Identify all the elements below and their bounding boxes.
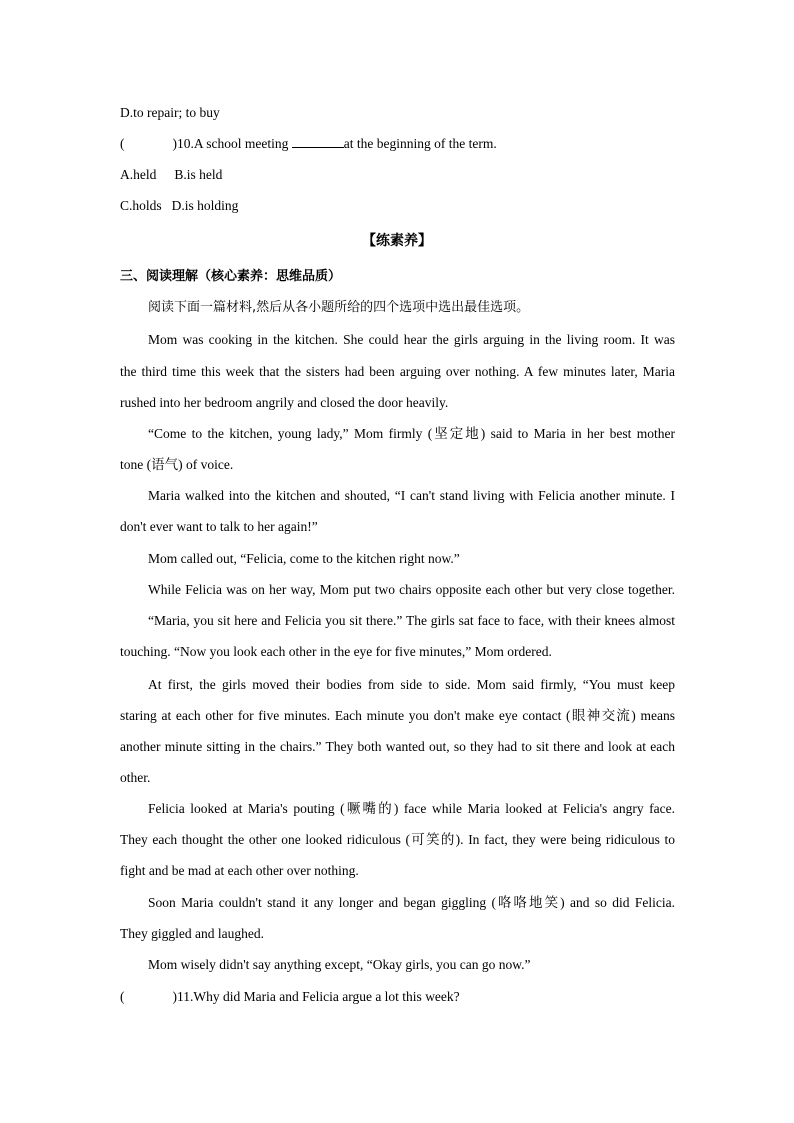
passage-line: Mom wisely didn't say anything except, “Okay girls, you can go now.” xyxy=(148,957,531,972)
q10-answer-paren-close: ) xyxy=(172,136,177,151)
passage-line: Mom called out, “Felicia, come to the kitchen right now.” xyxy=(148,551,460,566)
q11-answer-paren-close: ) xyxy=(172,989,177,1004)
passage-line: don't ever want to talk to her again!” xyxy=(120,519,318,534)
passage-line: While Felicia was on her way, Mom put two chairs opposite each other but very close together. xyxy=(148,582,675,597)
passage-line: touching. “Now you look each other in the eye for five minutes,” Mom ordered. xyxy=(120,644,552,659)
q10-option-a: A.held xyxy=(120,167,157,182)
passage-line: other. xyxy=(120,770,151,785)
passage-line: They each thought the other one looked ridiculous (可笑的). In fact, they were being ridiculous to xyxy=(120,832,675,847)
section-heading: 【练素养】 xyxy=(362,233,432,249)
passage-line: Maria walked into the kitchen and shouted, “I can't stand living with Felicia another minute. I xyxy=(148,488,675,503)
passage-line: They giggled and laughed. xyxy=(120,926,264,941)
q10-stem-text-a: 10.A school meeting xyxy=(177,136,292,151)
q10-stem-text-b: at the beginning of the term. xyxy=(343,136,497,151)
passage-line: staring at each other for five minutes. Each minute you don't make eye contact (眼神交流) means xyxy=(120,708,675,723)
q10-option-d: D.is holding xyxy=(171,198,239,213)
passage-line: “Come to the kitchen, young lady,” Mom firmly (坚定地) said to Maria in her best mother xyxy=(148,426,675,441)
q10-options-cd xyxy=(120,197,675,215)
passage-line: Felicia looked at Maria's pouting (噘嘴的) face while Maria looked at Felicia's angry face. xyxy=(148,801,675,816)
q10-stem xyxy=(120,135,675,153)
passage-line: another minute sitting in the chairs.” They both wanted out, so they had to sit there and look at each xyxy=(120,739,675,754)
passage-line: fight and be mad at each other over nothing. xyxy=(120,863,359,878)
passage-line: tone (语气) of voice. xyxy=(120,457,234,472)
passage-line: the third time this week that the sisters had been arguing over nothing. A few minutes later, Maria xyxy=(120,364,675,379)
q10-option-c: C.holds xyxy=(120,198,162,213)
passage-line: Mom was cooking in the kitchen. She could hear the girls arguing in the living room. It was xyxy=(148,332,675,347)
q10-fill-blank xyxy=(292,135,344,148)
q11-stem xyxy=(120,988,675,1006)
section-title: 三、阅读理解（核心素养：思维品质） xyxy=(120,269,342,284)
q11-answer-paren-open: ( xyxy=(120,989,125,1004)
passage-line: “Maria, you sit here and Felicia you sit there.” The girls sat face to face, with their knees almost xyxy=(148,613,675,628)
passage-line: At first, the girls moved their bodies from side to side. Mom said firmly, “You must keep xyxy=(148,677,675,692)
q10-answer-paren-open: ( xyxy=(120,136,125,151)
q11-stem-text: 11.Why did Maria and Felicia argue a lot this week? xyxy=(177,989,460,1004)
reading-instruction: 阅读下面一篇材料,然后从各小题所给的四个选项中选出最佳选项。 xyxy=(148,300,530,315)
q10-option-b: B.is held xyxy=(174,167,223,182)
q9-option-d: D.to repair; to buy xyxy=(120,105,220,120)
q10-options-ab xyxy=(120,166,675,184)
passage-line: rushed into her bedroom angrily and closed the door heavily. xyxy=(120,395,449,410)
passage-line: Soon Maria couldn't stand it any longer and began giggling (咯咯地笑) and so did Felicia. xyxy=(148,895,675,910)
